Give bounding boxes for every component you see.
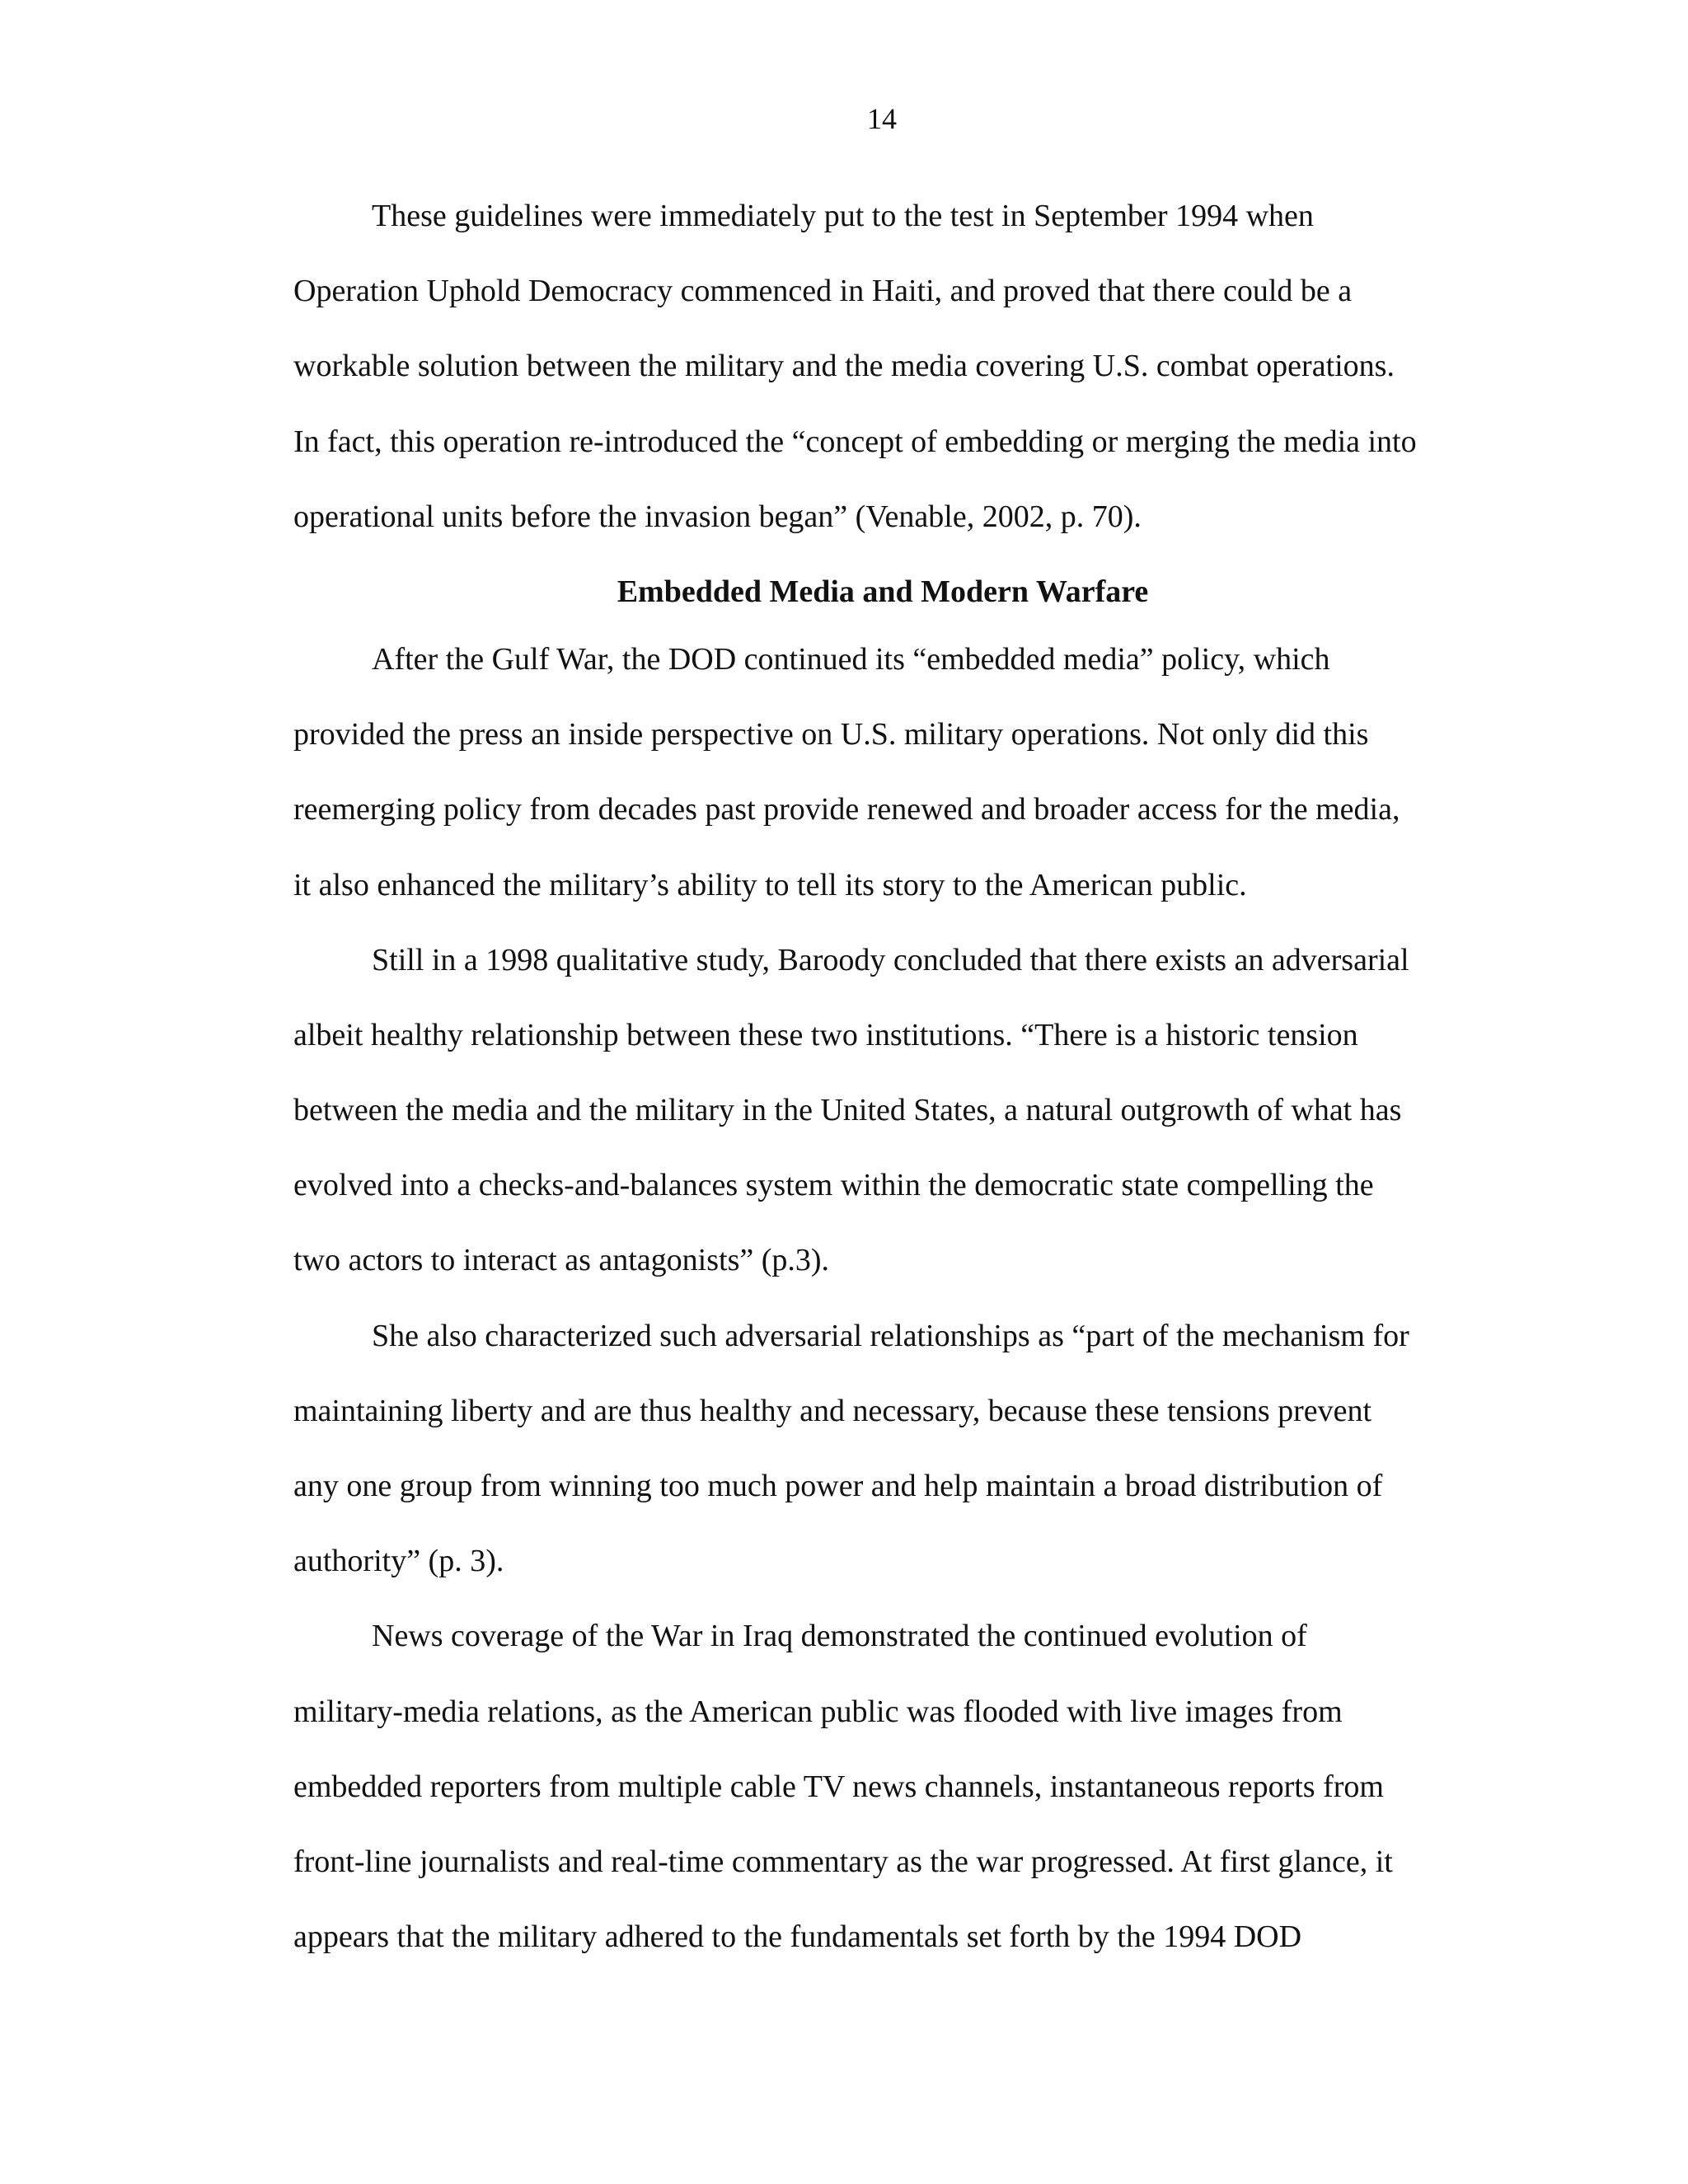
page-number: 14 (867, 102, 897, 135)
paragraph-line: any one group from winning too much power and help maintain a broad distribution of (293, 1469, 1383, 1503)
paragraph-line: front-line journalists and real-time commentary as the war progressed. At first glance, it (293, 1844, 1393, 1879)
paragraph-line: between the media and the military in the United States, a natural outgrowth of what has (293, 1093, 1402, 1128)
paragraph-line: Operation Uphold Democracy commenced in Haiti, and proved that there could be a (293, 274, 1353, 309)
section-heading: Embedded Media and Modern Warfare (617, 574, 1149, 609)
paragraph-line: military-media relations, as the American public was flooded with live images from (293, 1694, 1343, 1729)
paragraph-line: Still in a 1998 qualitative study, Baroody concluded that there exists an adversarial (372, 942, 1409, 977)
paragraph-line: maintaining liberty and are thus healthy and necessary, because these tensions prevent (293, 1393, 1372, 1428)
paragraph-line: After the Gulf War, the DOD continued its “embedded media” policy, which (372, 641, 1330, 677)
body-text (293, 191, 1472, 1987)
paragraph-line: In fact, this operation re-introduced the “concept of embedding or merging the media into (293, 424, 1417, 459)
paragraph-line: operational units before the invasion began” (Venable, 2002, p. 70). (293, 499, 1142, 534)
paragraph-line: News coverage of the War in Iraq demonstrated the continued evolution of (372, 1619, 1307, 1654)
paragraph-line: reemerging policy from decades past provide renewed and broader access for the media, (293, 792, 1400, 827)
paragraph-line: two actors to interact as antagonists” (p.3). (293, 1243, 830, 1278)
paragraph-line: These guidelines were immediately put to the test in September 1994 when (372, 199, 1314, 233)
paragraph-line: authority” (p. 3). (293, 1544, 504, 1579)
paragraph-adversarial (293, 1311, 1472, 1612)
paragraph-line: it also enhanced the military’s ability to tell its story to the American public. (293, 867, 1247, 902)
paragraph-line: workable solution between the military and the media covering U.S. combat operations. (293, 349, 1395, 384)
paragraph-iraq (293, 1611, 1472, 1987)
paragraph-line: She also characterized such adversarial relationships as “part of the mechanism for (372, 1318, 1409, 1353)
paragraph-gulf-war (293, 635, 1472, 935)
paragraph-line: provided the press an inside perspective on U.S. military operations. Not only did this (293, 717, 1369, 752)
paragraph-line: appears that the military adhered to the fundamentals set forth by the 1994 DOD (293, 1919, 1302, 1955)
paragraph-baroody (293, 935, 1472, 1311)
paragraph-haiti (293, 191, 1472, 567)
paragraph-line: evolved into a checks-and-balances system within the democratic state compelling the (293, 1168, 1374, 1203)
paragraph-line: embedded reporters from multiple cable TV news channels, instantaneous reports from (293, 1769, 1384, 1804)
paragraph-line: albeit healthy relationship between these two institutions. “There is a historic tension (293, 1017, 1358, 1052)
